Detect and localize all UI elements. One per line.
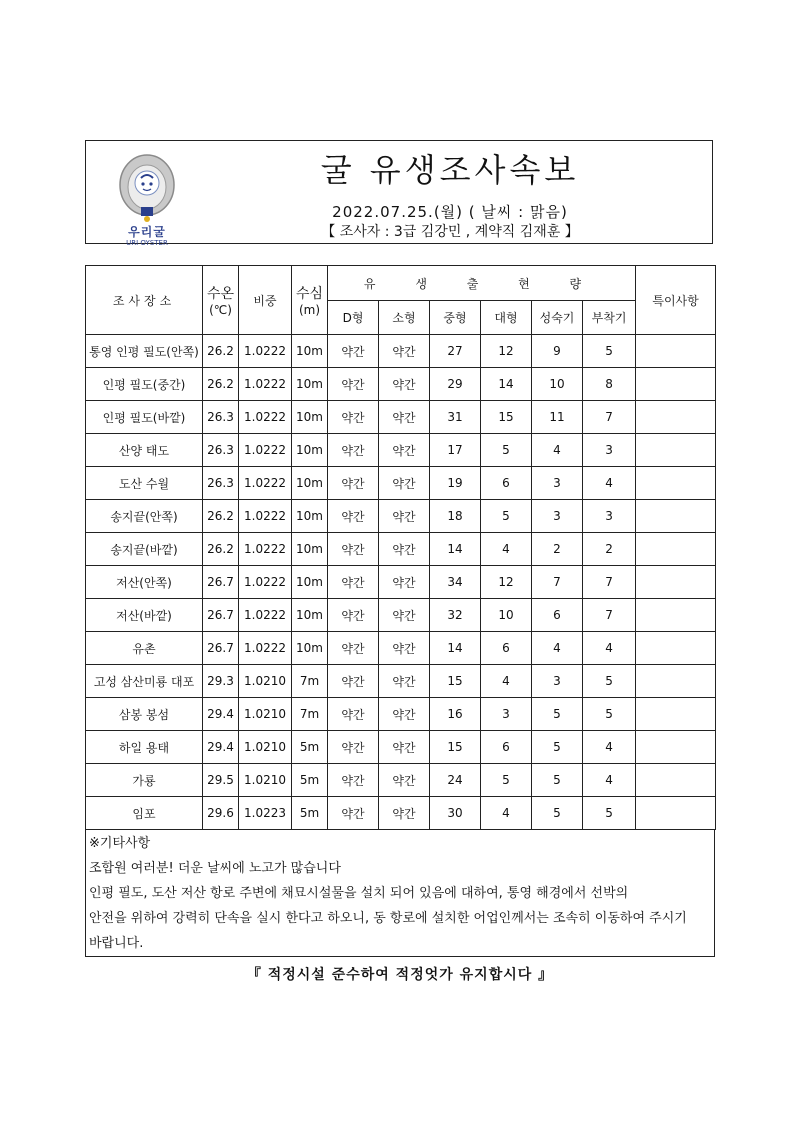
cell-d-type: 약간 — [328, 599, 379, 632]
cell-density: 1.0222 — [239, 566, 292, 599]
remarks-line-2: 인평 필도, 도산 저산 항로 주변에 채묘시설물을 설치 되어 있음에 대하여, 통영 해경에서 선박의 — [89, 886, 629, 901]
cell-depth: 7m — [292, 698, 328, 731]
cell-attach: 8 — [583, 368, 636, 401]
cell-location: 통영 인평 필도(안쪽) — [86, 335, 203, 368]
cell-d-type: 약간 — [328, 335, 379, 368]
cell-depth: 7m — [292, 665, 328, 698]
cell-mature: 3 — [532, 665, 583, 698]
cell-large: 6 — [481, 731, 532, 764]
cell-temp: 29.4 — [203, 731, 239, 764]
cell-note — [636, 467, 716, 500]
cell-medium: 31 — [430, 401, 481, 434]
cell-note — [636, 434, 716, 467]
table-row — [86, 500, 716, 533]
cell-small: 약간 — [379, 731, 430, 764]
cell-location: 송지끝(안쪽) — [86, 500, 203, 533]
cell-medium: 16 — [430, 698, 481, 731]
cell-medium: 29 — [430, 368, 481, 401]
cell-note — [636, 599, 716, 632]
cell-attach: 4 — [583, 467, 636, 500]
oyster-mascot-icon — [112, 149, 182, 223]
cell-medium: 32 — [430, 599, 481, 632]
table-row — [86, 434, 716, 467]
cell-note — [636, 764, 716, 797]
cell-location: 가룡 — [86, 764, 203, 797]
cell-density: 1.0210 — [239, 698, 292, 731]
cell-depth: 5m — [292, 764, 328, 797]
header-remarks: 특이사항 — [636, 266, 716, 335]
cell-attach: 7 — [583, 599, 636, 632]
cell-density: 1.0222 — [239, 533, 292, 566]
cell-temp: 26.2 — [203, 500, 239, 533]
cell-d-type: 약간 — [328, 797, 379, 830]
cell-note — [636, 368, 716, 401]
cell-temp: 26.3 — [203, 467, 239, 500]
cell-depth: 10m — [292, 500, 328, 533]
uri-oyster-logo — [112, 149, 182, 247]
cell-large: 12 — [481, 335, 532, 368]
cell-note — [636, 500, 716, 533]
cell-mature: 5 — [532, 764, 583, 797]
cell-density: 1.0222 — [239, 368, 292, 401]
cell-temp: 26.3 — [203, 434, 239, 467]
cell-depth: 10m — [292, 335, 328, 368]
larvae-survey-table — [85, 265, 716, 830]
cell-mature: 3 — [532, 467, 583, 500]
cell-large: 4 — [481, 665, 532, 698]
report-title: 굴 유생조사속보 — [320, 151, 580, 189]
table-row — [86, 731, 716, 764]
cell-temp: 29.6 — [203, 797, 239, 830]
header-small: 소형 — [379, 301, 430, 335]
table-row — [86, 797, 716, 830]
cell-location: 인평 필도(바깥) — [86, 401, 203, 434]
table-row — [86, 599, 716, 632]
cell-medium: 18 — [430, 500, 481, 533]
cell-density: 1.0222 — [239, 335, 292, 368]
remarks-box — [85, 830, 715, 957]
cell-density: 1.0223 — [239, 797, 292, 830]
cell-mature: 10 — [532, 368, 583, 401]
cell-small: 약간 — [379, 533, 430, 566]
header-depth — [292, 266, 328, 335]
table-row — [86, 665, 716, 698]
cell-attach: 7 — [583, 401, 636, 434]
cell-mature: 9 — [532, 335, 583, 368]
cell-small: 약간 — [379, 599, 430, 632]
cell-note — [636, 401, 716, 434]
cell-depth: 10m — [292, 368, 328, 401]
cell-temp: 29.4 — [203, 698, 239, 731]
cell-large: 4 — [481, 533, 532, 566]
cell-note — [636, 731, 716, 764]
cell-small: 약간 — [379, 797, 430, 830]
cell-depth: 5m — [292, 731, 328, 764]
cell-note — [636, 533, 716, 566]
cell-location: 삼봉 봉섬 — [86, 698, 203, 731]
cell-location: 인평 필도(중간) — [86, 368, 203, 401]
cell-density: 1.0222 — [239, 467, 292, 500]
cell-large: 4 — [481, 797, 532, 830]
cell-small: 약간 — [379, 665, 430, 698]
cell-temp: 26.2 — [203, 368, 239, 401]
cell-mature: 3 — [532, 500, 583, 533]
cell-mature: 5 — [532, 797, 583, 830]
cell-density: 1.0210 — [239, 731, 292, 764]
cell-density: 1.0222 — [239, 434, 292, 467]
cell-small: 약간 — [379, 368, 430, 401]
cell-temp: 29.3 — [203, 665, 239, 698]
table-row — [86, 566, 716, 599]
cell-medium: 30 — [430, 797, 481, 830]
cell-d-type: 약간 — [328, 665, 379, 698]
header-larvae-group: 유 생 출 현 량 — [328, 266, 636, 301]
cell-location: 하일 용태 — [86, 731, 203, 764]
remarks-line-4: 바랍니다. — [89, 936, 144, 951]
cell-d-type: 약간 — [328, 368, 379, 401]
cell-depth: 10m — [292, 467, 328, 500]
cell-d-type: 약간 — [328, 500, 379, 533]
cell-large: 12 — [481, 566, 532, 599]
cell-large: 14 — [481, 368, 532, 401]
cell-temp: 26.2 — [203, 335, 239, 368]
cell-attach: 4 — [583, 764, 636, 797]
cell-attach: 5 — [583, 335, 636, 368]
cell-note — [636, 665, 716, 698]
cell-small: 약간 — [379, 632, 430, 665]
cell-attach: 7 — [583, 566, 636, 599]
header-temp-label: 수온 — [206, 286, 235, 302]
cell-medium: 15 — [430, 665, 481, 698]
cell-small: 약간 — [379, 698, 430, 731]
cell-depth: 10m — [292, 599, 328, 632]
header-temp — [203, 266, 239, 335]
cell-small: 약간 — [379, 566, 430, 599]
logo-subtext: URI OYSTER — [126, 239, 168, 247]
cell-location: 고성 삼산미룡 대포 — [86, 665, 203, 698]
footer-slogan: 『 적정시설 준수하여 적정엇가 유지합시다 』 — [246, 967, 554, 983]
cell-location: 저산(안쪽) — [86, 566, 203, 599]
cell-note — [636, 632, 716, 665]
table-row — [86, 401, 716, 434]
table-row — [86, 335, 716, 368]
table-row — [86, 533, 716, 566]
cell-attach: 5 — [583, 665, 636, 698]
header-attach: 부착기 — [583, 301, 636, 335]
table-row — [86, 632, 716, 665]
cell-large: 15 — [481, 401, 532, 434]
cell-attach: 4 — [583, 731, 636, 764]
cell-small: 약간 — [379, 500, 430, 533]
table-row — [86, 764, 716, 797]
cell-d-type: 약간 — [328, 698, 379, 731]
cell-note — [636, 698, 716, 731]
cell-mature: 5 — [532, 698, 583, 731]
header-medium: 중형 — [430, 301, 481, 335]
cell-note — [636, 335, 716, 368]
cell-d-type: 약간 — [328, 764, 379, 797]
cell-medium: 19 — [430, 467, 481, 500]
cell-attach: 3 — [583, 434, 636, 467]
report-header — [85, 140, 713, 247]
cell-d-type: 약간 — [328, 467, 379, 500]
table-header-row — [86, 266, 716, 301]
cell-temp: 26.7 — [203, 632, 239, 665]
cell-note — [636, 797, 716, 830]
cell-temp: 29.5 — [203, 764, 239, 797]
cell-location: 송지끝(바깥) — [86, 533, 203, 566]
table-row — [86, 368, 716, 401]
cell-medium: 24 — [430, 764, 481, 797]
cell-large: 3 — [481, 698, 532, 731]
cell-medium: 14 — [430, 533, 481, 566]
cell-large: 5 — [481, 434, 532, 467]
header-density: 비중 — [239, 266, 292, 335]
cell-temp: 26.7 — [203, 599, 239, 632]
cell-medium: 34 — [430, 566, 481, 599]
remarks-heading: ※기타사항 — [89, 836, 151, 851]
cell-temp: 26.7 — [203, 566, 239, 599]
cell-d-type: 약간 — [328, 434, 379, 467]
cell-small: 약간 — [379, 335, 430, 368]
surveyor-line: 【 조사자 : 3급 김강민 , 계약직 김재훈 】 — [321, 224, 579, 240]
cell-attach: 4 — [583, 632, 636, 665]
cell-density: 1.0222 — [239, 500, 292, 533]
header-mature: 성숙기 — [532, 301, 583, 335]
cell-mature: 6 — [532, 599, 583, 632]
cell-d-type: 약간 — [328, 632, 379, 665]
cell-mature: 2 — [532, 533, 583, 566]
logo-text: 우리굴 — [128, 225, 166, 239]
cell-density: 1.0210 — [239, 764, 292, 797]
cell-location: 저산(바깥) — [86, 599, 203, 632]
remarks-line-3: 안전을 위하여 강력히 단속을 실시 한다고 하오니, 동 항로에 설치한 어업인께서는 조속히 이동하여 주시기 — [89, 911, 687, 926]
cell-large: 6 — [481, 467, 532, 500]
cell-small: 약간 — [379, 764, 430, 797]
cell-density: 1.0222 — [239, 632, 292, 665]
cell-depth: 10m — [292, 566, 328, 599]
cell-medium: 14 — [430, 632, 481, 665]
cell-depth: 10m — [292, 632, 328, 665]
cell-mature: 11 — [532, 401, 583, 434]
table-row — [86, 698, 716, 731]
cell-d-type: 약간 — [328, 566, 379, 599]
cell-location: 유촌 — [86, 632, 203, 665]
table-body — [86, 335, 716, 830]
header-d-type: D형 — [328, 301, 379, 335]
cell-density: 1.0222 — [239, 599, 292, 632]
cell-medium: 27 — [430, 335, 481, 368]
header-large: 대형 — [481, 301, 532, 335]
cell-d-type: 약간 — [328, 401, 379, 434]
cell-temp: 26.3 — [203, 401, 239, 434]
remarks-line-1: 조합원 여러분! 더운 날씨에 노고가 많습니다 — [89, 861, 341, 876]
cell-attach: 5 — [583, 797, 636, 830]
cell-d-type: 약간 — [328, 533, 379, 566]
cell-density: 1.0222 — [239, 401, 292, 434]
cell-mature: 5 — [532, 731, 583, 764]
cell-large: 6 — [481, 632, 532, 665]
cell-large: 5 — [481, 764, 532, 797]
table-row — [86, 467, 716, 500]
cell-mature: 7 — [532, 566, 583, 599]
cell-small: 약간 — [379, 467, 430, 500]
cell-small: 약간 — [379, 401, 430, 434]
cell-large: 5 — [481, 500, 532, 533]
cell-depth: 5m — [292, 797, 328, 830]
cell-mature: 4 — [532, 632, 583, 665]
cell-mature: 4 — [532, 434, 583, 467]
cell-attach: 2 — [583, 533, 636, 566]
header-location: 조사장소 — [86, 266, 203, 335]
cell-location: 임포 — [86, 797, 203, 830]
cell-depth: 10m — [292, 401, 328, 434]
cell-small: 약간 — [379, 434, 430, 467]
cell-location: 산양 태도 — [86, 434, 203, 467]
cell-attach: 3 — [583, 500, 636, 533]
header-depth-unit: (m) — [298, 303, 321, 317]
cell-attach: 5 — [583, 698, 636, 731]
cell-depth: 10m — [292, 533, 328, 566]
cell-location: 도산 수월 — [86, 467, 203, 500]
header-temp-unit: (℃) — [209, 303, 232, 317]
cell-depth: 10m — [292, 434, 328, 467]
report-date-weather: 2022.07.25.(월) ( 날씨 : 맑음) — [332, 203, 568, 221]
cell-medium: 15 — [430, 731, 481, 764]
cell-density: 1.0210 — [239, 665, 292, 698]
cell-temp: 26.2 — [203, 533, 239, 566]
cell-d-type: 약간 — [328, 731, 379, 764]
cell-medium: 17 — [430, 434, 481, 467]
header-depth-label: 수심 — [295, 286, 324, 302]
cell-note — [636, 566, 716, 599]
cell-large: 10 — [481, 599, 532, 632]
